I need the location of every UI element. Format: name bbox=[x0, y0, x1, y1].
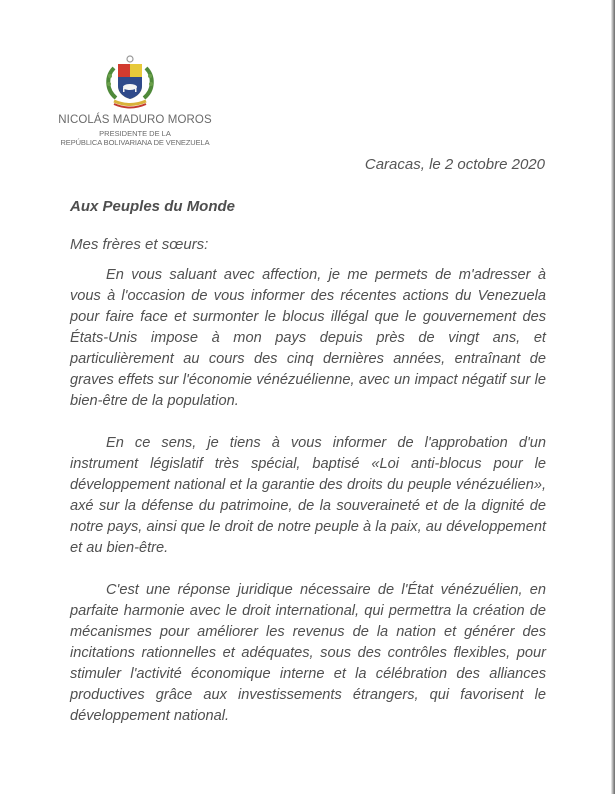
scan-edge bbox=[611, 0, 615, 794]
letterhead-name: NICOLÁS MADURO MOROS bbox=[58, 114, 212, 126]
letter-date: Caracas, le 2 octobre 2020 bbox=[364, 156, 545, 173]
venezuela-coat-of-arms-icon bbox=[104, 54, 156, 110]
greeting: Mes frères et sœurs: bbox=[70, 236, 209, 253]
paragraph-3 bbox=[70, 580, 546, 727]
letterhead-country: REPÚBLICA BOLIVARIANA DE VENEZUELA bbox=[60, 138, 210, 147]
paragraph-1 bbox=[70, 265, 546, 412]
paragraph-1-text: En vous saluant avec affection, je me permets de m'adresser à vous à l'occasion de vous informer des récentes actions du Venezuela pour faire face et surmonter le blocus illégal que le gouvernement des États-Unis impose à mon pays depuis près de vingt ans, et particulièrement au cours des cinq dernières années, entraînant de graves effets sur l'économie vénézuélienne, avec un impact négatif sur le bien-être de la population. bbox=[70, 267, 546, 409]
salutation: Aux Peuples du Monde bbox=[70, 198, 236, 215]
paragraph-2 bbox=[70, 433, 546, 559]
letterhead bbox=[30, 115, 240, 147]
paragraph-2-text: En ce sens, je tiens à vous informer de l'approbation d'un instrument législatif très spécial, baptisé «Loi anti-blocus pour le développement national et la garantie des droits du peuple vénézuélien», axé sur la défense du patrimoine, de la souveraineté et de la dignité de notre pays, ainsi que le droit de notre peuple à la paix, au développement et au bien-être. bbox=[70, 435, 546, 556]
letterhead-title: PRESIDENTE DE LA bbox=[99, 128, 171, 138]
paragraph-3-text: C'est une réponse juridique nécessaire de l'État vénézuélien, en parfaite harmonie avec le droit international, qui permettra la création de mécanismes pour améliorer les revenus de la nation et générer des incitations rationnelles et adéquates, sous des contrôles flexibles, pour stimuler l'activité économique interne et la célébration des alliances productives grâce aux investissements étrangers, qui favorisent le développement national. bbox=[70, 582, 546, 724]
